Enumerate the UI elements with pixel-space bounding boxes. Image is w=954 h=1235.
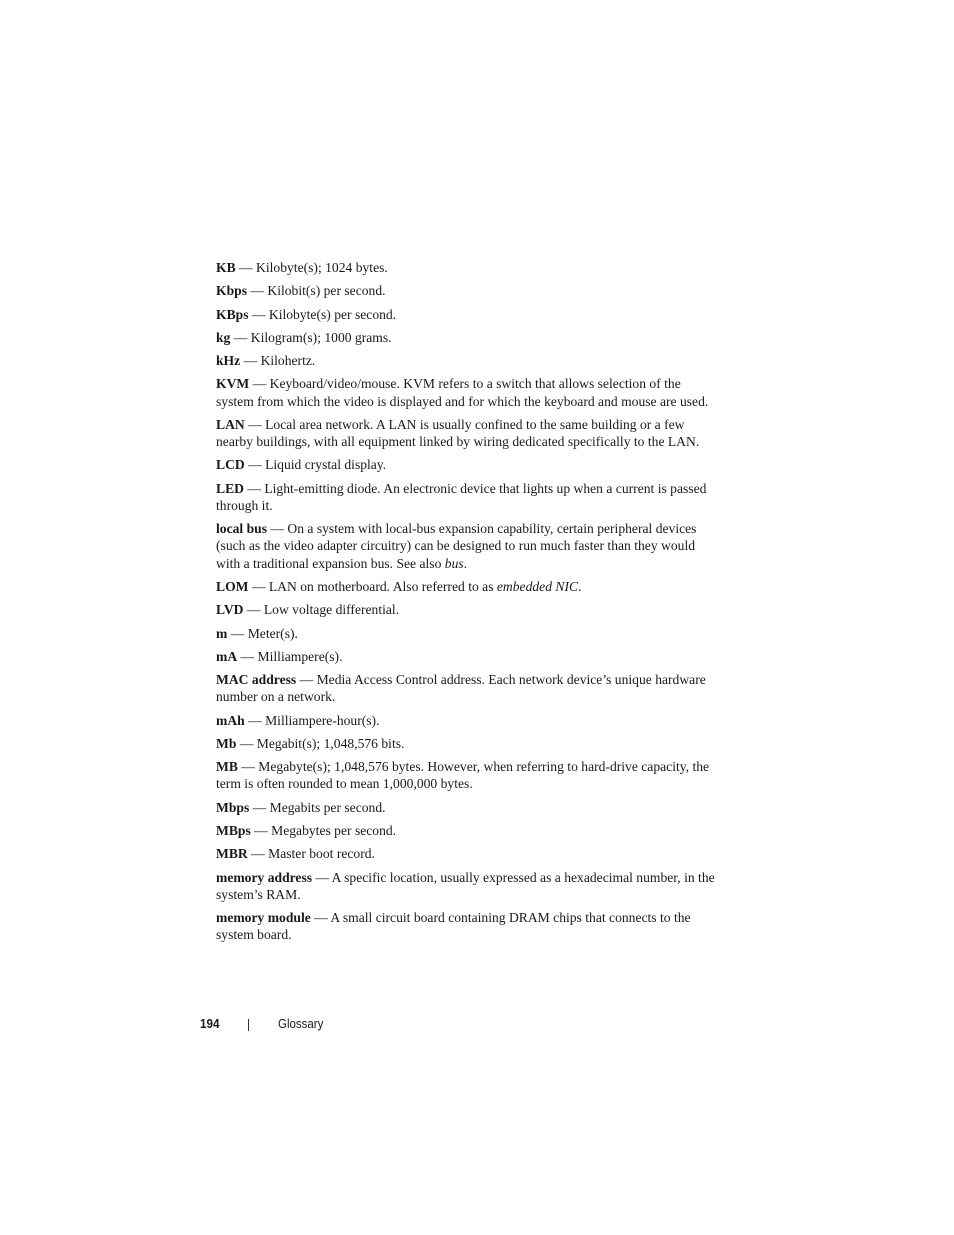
term-separator: —	[237, 759, 259, 775]
glossary-term: mA	[216, 648, 238, 664]
glossary-entry	[216, 909, 716, 943]
glossary-term: KVM	[216, 376, 250, 392]
glossary-term: KB	[216, 260, 236, 275]
glossary-entry	[216, 352, 716, 369]
term-separator: —	[249, 376, 270, 392]
term-separator: —	[243, 602, 264, 618]
term-separator: —	[244, 712, 266, 728]
term-separator: —	[244, 416, 266, 432]
glossary-term: LCD	[216, 457, 245, 473]
term-separator: —	[227, 625, 248, 641]
term-separator: —	[267, 521, 288, 537]
glossary-term: kHz	[216, 353, 241, 369]
glossary-entry	[216, 456, 716, 473]
glossary-entry	[216, 306, 716, 323]
glossary-entry	[216, 329, 716, 346]
glossary-term: LOM	[216, 578, 249, 594]
glossary-entry	[216, 735, 716, 752]
glossary-term: LAN	[216, 416, 245, 432]
term-separator: —	[230, 329, 251, 345]
term-separator: —	[237, 648, 258, 664]
term-separator: —	[247, 846, 269, 862]
glossary-term: MB	[216, 759, 238, 775]
term-separator: —	[310, 910, 331, 926]
term-separator: —	[250, 823, 272, 839]
glossary-term: LED	[216, 480, 244, 496]
glossary-entry	[216, 416, 716, 450]
glossary-definition: Megabytes per second.	[271, 823, 397, 839]
glossary-definition: Local area network. A LAN is usually confined to the same building or a few nearby buildings, with all equipment linked by wiring dedicated specifically to the LAN.	[216, 416, 700, 450]
glossary-definition: Light-emitting diode. An electronic device that lights up when a current is passed through it.	[216, 480, 707, 513]
glossary-entry	[216, 671, 716, 705]
term-separator: —	[296, 672, 317, 688]
glossary-entry	[216, 625, 716, 642]
cross-reference: bus	[444, 555, 464, 571]
glossary-definition: Low voltage differential.	[263, 602, 400, 618]
glossary-term: LVD	[216, 602, 244, 618]
glossary-definition: Kilobit(s) per second.	[267, 283, 386, 299]
glossary-definition: On a system with local-bus expansion capability, certain peripheral devices (such as the video adapter circuitry) can be designed to run much faster than they would with a traditional expansion bus. See also	[216, 521, 697, 571]
glossary-definition: Megabyte(s); 1,048,576 bytes. However, when referring to hard-drive capacity, the term is often rounded to mean 1,000,000 bytes.	[216, 759, 710, 792]
glossary-term: local bus	[216, 521, 267, 537]
term-separator: —	[235, 260, 257, 275]
glossary-definition: Keyboard/video/mouse. KVM refers to a switch that allows selection of the system from which the video is displayed and for which the keyboard and mouse are used.	[216, 376, 709, 409]
glossary-term: Kbps	[216, 283, 247, 299]
glossary-definition: Liquid crystal display.	[265, 457, 387, 473]
section-name: Glossary	[278, 1017, 324, 1031]
glossary-definition: LAN on motherboard. Also referred to as	[268, 578, 497, 594]
glossary-term: MAC address	[216, 672, 297, 688]
glossary-entry	[216, 758, 716, 792]
term-separator: —	[246, 283, 268, 299]
glossary-term: memory address	[216, 869, 313, 885]
glossary-entry	[216, 648, 716, 665]
glossary-definition: Milliampere(s).	[257, 648, 343, 664]
glossary-entry	[216, 822, 716, 839]
term-separator: —	[244, 457, 266, 473]
glossary-entry	[216, 282, 716, 299]
glossary-entry	[216, 845, 716, 862]
glossary-term: mAh	[216, 712, 245, 728]
page-footer	[200, 1015, 600, 1035]
glossary-term: Mb	[216, 735, 237, 751]
glossary-definition: Master boot record.	[268, 846, 375, 862]
glossary-term: KBps	[216, 306, 249, 322]
glossary-definition: Kilobyte(s) per second.	[268, 306, 397, 322]
glossary-definition: Megabits per second.	[269, 799, 386, 815]
glossary-term: kg	[216, 329, 231, 345]
term-separator: —	[240, 353, 261, 369]
term-separator: —	[236, 735, 257, 751]
glossary-definition: Megabit(s); 1,048,576 bits.	[256, 735, 405, 751]
glossary-definition: Kilobyte(s); 1024 bytes.	[256, 260, 388, 275]
glossary-entry	[216, 712, 716, 729]
glossary-list	[216, 259, 716, 950]
glossary-definition: Kilohertz.	[260, 353, 316, 369]
glossary-entry	[216, 869, 716, 903]
glossary-entry	[216, 799, 716, 816]
term-separator: —	[248, 578, 269, 594]
page-number: 194	[200, 1016, 220, 1031]
glossary-term: MBps	[216, 823, 251, 839]
definition-suffix: .	[463, 555, 468, 571]
term-separator: —	[243, 480, 265, 496]
definition-suffix: .	[578, 578, 582, 594]
glossary-entry	[216, 601, 716, 618]
glossary-term: memory module	[216, 910, 311, 926]
term-separator: —	[312, 869, 332, 885]
glossary-term: m	[216, 625, 228, 641]
glossary-definition: A specific location, usually expressed as a hexadecimal number, in the system’s RAM.	[216, 869, 715, 902]
footer-divider	[248, 1019, 249, 1031]
term-separator: —	[248, 306, 269, 322]
glossary-definition: Milliampere-hour(s).	[265, 712, 380, 728]
glossary-definition: Media Access Control address. Each network device’s unique hardware number on a network.	[216, 672, 706, 705]
cross-reference: embedded NIC	[496, 578, 579, 594]
glossary-definition: Kilogram(s); 1000 grams.	[250, 329, 392, 345]
glossary-entry	[216, 259, 716, 276]
term-separator: —	[249, 799, 270, 815]
glossary-definition: Meter(s).	[247, 625, 298, 641]
glossary-entry	[216, 520, 716, 572]
glossary-entry	[216, 375, 716, 409]
glossary-entry	[216, 480, 716, 514]
glossary-term: Mbps	[216, 799, 250, 815]
glossary-term: MBR	[216, 846, 248, 862]
glossary-entry	[216, 578, 716, 595]
glossary-definition: A small circuit board containing DRAM chips that connects to the system board.	[216, 910, 691, 943]
